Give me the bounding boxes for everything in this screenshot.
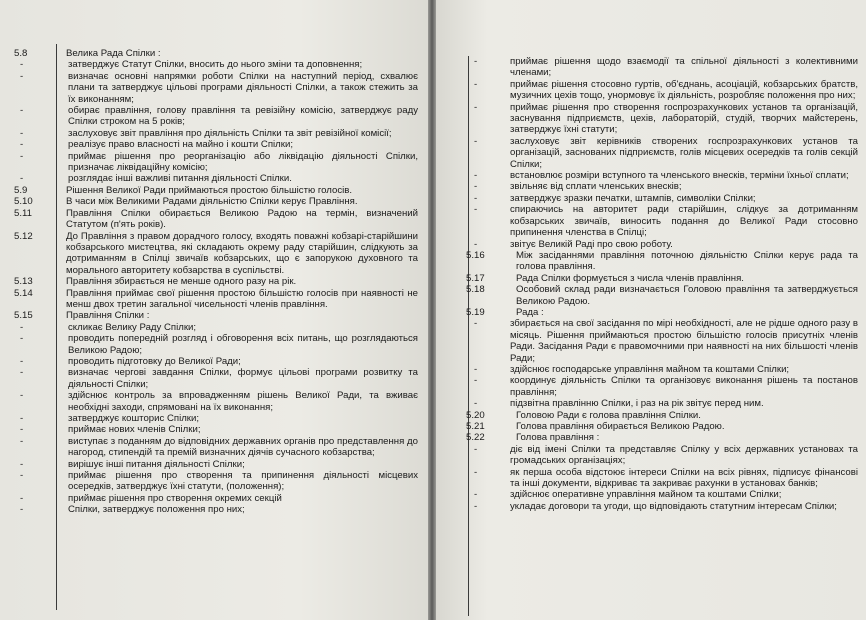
bullet-dash-icon: - (20, 139, 24, 151)
bullet-dash-icon: - (20, 150, 24, 162)
clause-number: 5.8 (14, 48, 28, 59)
clause-paragraph (14, 288, 418, 311)
list-item-text: як перша особа відстоює інтереси Спілки на всіх рівнях, підписує фінансові та інші документи, відкриває та закриває рахунки в установах банків; (510, 466, 858, 490)
clause-text: Велика Рада Спілки : (66, 48, 161, 59)
clause-paragraph (14, 276, 418, 287)
clause-text: Правління збирається не менше одного разу на рік. (66, 276, 297, 288)
bullet-dash-icon: - (474, 363, 478, 375)
list-item (14, 504, 418, 515)
clause-number: 5.19 (466, 306, 485, 318)
bullet-dash-icon: - (20, 424, 24, 436)
list-item (476, 489, 858, 500)
list-item (14, 459, 418, 470)
clause-number: 5.13 (14, 276, 33, 288)
list-item (14, 367, 418, 390)
list-item-text: скликає Велику Раду Спілки; (68, 321, 197, 333)
bullet-dash-icon: - (20, 59, 24, 71)
list-item (476, 79, 858, 102)
bullet-dash-icon: - (20, 504, 24, 516)
list-item (14, 322, 418, 333)
list-item (14, 436, 418, 459)
clause-text: Рада Спілки формується з числа членів правління. (516, 272, 744, 284)
list-item-text: укладає договори та угоди, що відповідають статутним інтересам Спілки; (510, 500, 837, 512)
clause-paragraph (14, 185, 418, 196)
bullet-dash-icon: - (474, 318, 478, 330)
list-item (14, 173, 418, 184)
list-item (476, 364, 858, 375)
bullet-dash-icon: - (20, 70, 24, 82)
list-item-text: заслуховує звіт правління про діяльність Спілки та звіт ревізійної комісії; (68, 127, 392, 139)
bullet-dash-icon: - (20, 105, 24, 117)
clause-number: 5.9 (14, 184, 28, 196)
list-item (14, 105, 418, 128)
bullet-dash-icon: - (474, 135, 478, 147)
list-item (14, 59, 418, 70)
bullet-dash-icon: - (474, 204, 478, 216)
list-item (476, 318, 858, 364)
bullet-dash-icon: - (474, 238, 478, 250)
bullet-dash-icon: - (20, 127, 24, 139)
clause-text: Між засіданнями правління поточною діяльністю Спілки керує рада та голова правління. (516, 249, 858, 273)
list-item-text: обирає правління, голову правління та ревізійну комісію, затверджує раду Спілки строком на 5 років; (68, 105, 418, 128)
list-item-text: приймає рішення про реорганізацію або ліквідацію діяльності Спілки, призначає ліквідаційну комісію; (68, 150, 418, 174)
clause-number: 5.20 (466, 409, 485, 421)
clause-paragraph (466, 409, 858, 421)
list-item-text: вирішує інші питання діяльності Спілки; (68, 458, 245, 470)
list-item (14, 493, 418, 504)
clause-paragraph (14, 48, 418, 59)
clause-paragraph (14, 196, 418, 207)
clause-text: Правління приймає свої рішення простою більшістю голосів при наявності не менш двох третин загальної чисельності членів правління. (66, 287, 418, 310)
clause-number: 5.10 (14, 196, 33, 208)
bullet-dash-icon: - (20, 355, 24, 367)
clause-text: Рішення Великої Ради приймаються простою більшістю голосів. (66, 184, 353, 196)
bullet-dash-icon: - (474, 181, 478, 193)
list-item (476, 170, 858, 181)
bullet-dash-icon: - (20, 470, 24, 482)
clause-paragraph (466, 272, 858, 284)
list-item-text: затверджує кошторис Спілки; (68, 413, 200, 424)
clause-number: 5.15 (14, 310, 33, 322)
clause-text: До Правління з правом дорадчого голосу, входять поважні кобзарі-старійшини кобзарського мистецтва, які складають окрему раду старійшин, слідкують за дотриманням в Спілці звичаїв кобзарських, що є запорукою духовного та морального авторитету кобзарства в суспільстві. (66, 230, 418, 276)
page-gutter (428, 0, 436, 620)
list-item (14, 390, 418, 413)
bullet-dash-icon: - (474, 466, 478, 478)
list-item (14, 333, 418, 356)
list-item (476, 136, 858, 170)
clause-text: Голова правління : (516, 432, 600, 444)
list-item-text: звільняє від сплати членських внесків; (510, 181, 682, 193)
list-item (14, 356, 418, 367)
clause-number: 5.14 (14, 287, 33, 299)
clause-text: Головою Ради є голова правління Спілки. (516, 409, 701, 421)
list-item (14, 128, 418, 139)
list-item-text: приймає рішення про створення та припинення діяльності місцевих осередків, затверджує їхні статути, (положення); (68, 470, 418, 493)
list-item-text: реалізує право власності на майно і кошти Спілки; (68, 139, 293, 151)
bullet-dash-icon: - (20, 173, 24, 185)
right-margin-rule (468, 56, 469, 616)
list-item (14, 71, 418, 105)
list-item-text: приймає рішення про створення госпрозрахункових установ та організацій, заснування підприємств, цехів, лабораторій, студій, творчих майстерень, затверджує їхні статути; (510, 101, 858, 136)
list-item (14, 424, 418, 435)
clause-text: Правління Спілки : (66, 310, 150, 322)
clause-paragraph (14, 208, 418, 231)
list-item-text: розглядає інші важливі питання діяльності Спілки. (68, 173, 292, 185)
list-item-text: діє від імені Спілки та представляє Спілку у всіх державних установах та громадських організаціях; (510, 443, 858, 467)
bullet-dash-icon: - (474, 398, 478, 410)
clause-number: 5.21 (466, 421, 485, 432)
bullet-dash-icon: - (20, 435, 24, 447)
list-item (476, 102, 858, 136)
list-item-text: заслуховує звіт керівників створених госпрозрахункових установ та організацій, заснованих підприємств, голів місцевих осередків та голів секцій Спілки; (510, 135, 858, 170)
list-item (14, 470, 418, 493)
bullet-dash-icon: - (20, 458, 24, 470)
list-item-text: спираючись на авторитет ради старійшин, слідкує за дотриманням кобзарських звичаїв, виносить подання до Великої Ради стосовно припинення членства в Спілці; (510, 204, 858, 239)
list-item (476, 193, 858, 204)
list-item (14, 151, 418, 174)
list-item-text: Спілки, затверджує положення про них; (68, 504, 245, 516)
list-item-text: підзвітна правлінню Спілки, і раз на рік звітує перед ним. (510, 398, 764, 410)
left-page (0, 0, 428, 620)
bullet-dash-icon: - (474, 443, 478, 455)
clause-paragraph (466, 249, 858, 273)
bullet-dash-icon: - (474, 56, 478, 67)
clause-number: 5.17 (466, 272, 485, 284)
list-item (476, 181, 858, 192)
list-item (476, 501, 858, 512)
list-item-text: затверджує Статут Спілки, вносить до нього зміни та доповнення; (68, 59, 363, 71)
bullet-dash-icon: - (474, 170, 478, 182)
clause-number: 5.22 (466, 432, 485, 444)
list-item-text: встановлює розміри вступного та членського внесків, терміни їхньої сплати; (510, 170, 849, 182)
list-item (476, 375, 858, 398)
bullet-dash-icon: - (20, 333, 24, 345)
clause-text: Рада : (516, 306, 544, 318)
list-item-text: виступає з поданням до відповідних державних органів про представлення до нагород, стипендій та премій визначних діячів сучасного кобзарства; (68, 435, 418, 459)
list-item-text: координує діяльність Спілки та організовує виконання рішень та постанов правління; (510, 375, 858, 398)
list-item-text: затверджує зразки печатки, штампів, символіки Спілки; (510, 192, 756, 204)
list-item-text: збирається на свої засідання по мірі необхідності, але не рідше одного разу в місяць. Рішення приймаються простою більшістю голосів присутніх членів Ради. Засідання Ради є правомочними при наявності на них більшості членів Ради; (510, 318, 858, 364)
list-item (476, 444, 858, 467)
clause-text: В часи між Великими Радами діяльністю Спілки керує Правління. (66, 196, 358, 208)
bullet-dash-icon: - (20, 367, 24, 379)
clause-text: Голова правління обирається Великою Радою. (516, 421, 725, 432)
list-item-text: визначає основні напрямки роботи Спілки на наступний період, схвалює плани та затверджує цільові програми діяльності Спілки, а також стежить за їх виконанням; (68, 70, 418, 105)
list-item (476, 239, 858, 250)
bullet-dash-icon: - (474, 101, 478, 113)
list-item-text: здійснює оперативне управління майном та коштами Спілки; (510, 489, 782, 501)
left-page-text (14, 48, 418, 516)
clause-number: 5.18 (466, 284, 485, 296)
list-item-text: проводить підготовку до Великої Ради; (68, 355, 241, 367)
clause-number: 5.11 (14, 207, 32, 219)
list-item (476, 204, 858, 238)
clause-paragraph (14, 231, 418, 277)
clause-text: Правління Спілки обирається Великою Радою на термін, визначений Статутом (п'ять років). (66, 207, 418, 231)
bullet-dash-icon: - (20, 413, 24, 424)
bullet-dash-icon: - (20, 492, 24, 504)
bullet-dash-icon: - (474, 500, 478, 512)
clause-paragraph (14, 310, 418, 321)
right-page-text (466, 56, 858, 512)
clause-number: 5.16 (466, 249, 485, 261)
bullet-dash-icon: - (474, 192, 478, 204)
list-item-text: приймає рішення щодо взаємодії та спільної діяльності з колективними членами; (510, 56, 858, 79)
right-page (436, 0, 866, 620)
list-item-text: здійснює контроль за впровадженням рішень Великої Ради, та вживає необхідні заходи, спрямовані на їх виконання; (68, 390, 418, 413)
list-item-text: звітує Великій Раді про свою роботу. (510, 238, 673, 250)
list-item-text: здійснює господарське управління майном та коштами Спілки; (510, 363, 790, 375)
list-item (476, 56, 858, 79)
list-item-text: приймає рішення про створення окремих секцій (68, 492, 282, 504)
clause-paragraph (466, 306, 858, 318)
bullet-dash-icon: - (20, 390, 24, 402)
clause-number: 5.12 (14, 230, 33, 242)
bullet-dash-icon: - (20, 321, 24, 333)
bullet-dash-icon: - (474, 489, 478, 501)
list-item (14, 413, 418, 424)
list-item (476, 467, 858, 490)
list-item-text: приймає нових членів Спілки; (68, 424, 201, 436)
clause-paragraph (466, 284, 858, 307)
clause-paragraph (466, 421, 858, 432)
list-item-text: проводить попередній розгляд і обговорення всіх питань, що розглядаються Великою Радою; (68, 333, 418, 356)
clause-paragraph (466, 432, 858, 444)
clause-text: Особовий склад ради визначається Головою правління та затверджується Великою Радою. (516, 284, 858, 307)
bullet-dash-icon: - (474, 375, 478, 387)
list-item-text: визначає чергові завдання Спілки, формує цільові програми розвитку та діяльності Спілки; (68, 367, 418, 390)
list-item-text: приймає рішення стосовно гуртів, об'єднань, асоціацій, кобзарських братств, музичних цехів тощо, унормовує їх діяльність, розробляє положення про них; (510, 78, 858, 102)
list-item (476, 398, 858, 409)
list-item (14, 139, 418, 150)
bullet-dash-icon: - (474, 78, 478, 90)
